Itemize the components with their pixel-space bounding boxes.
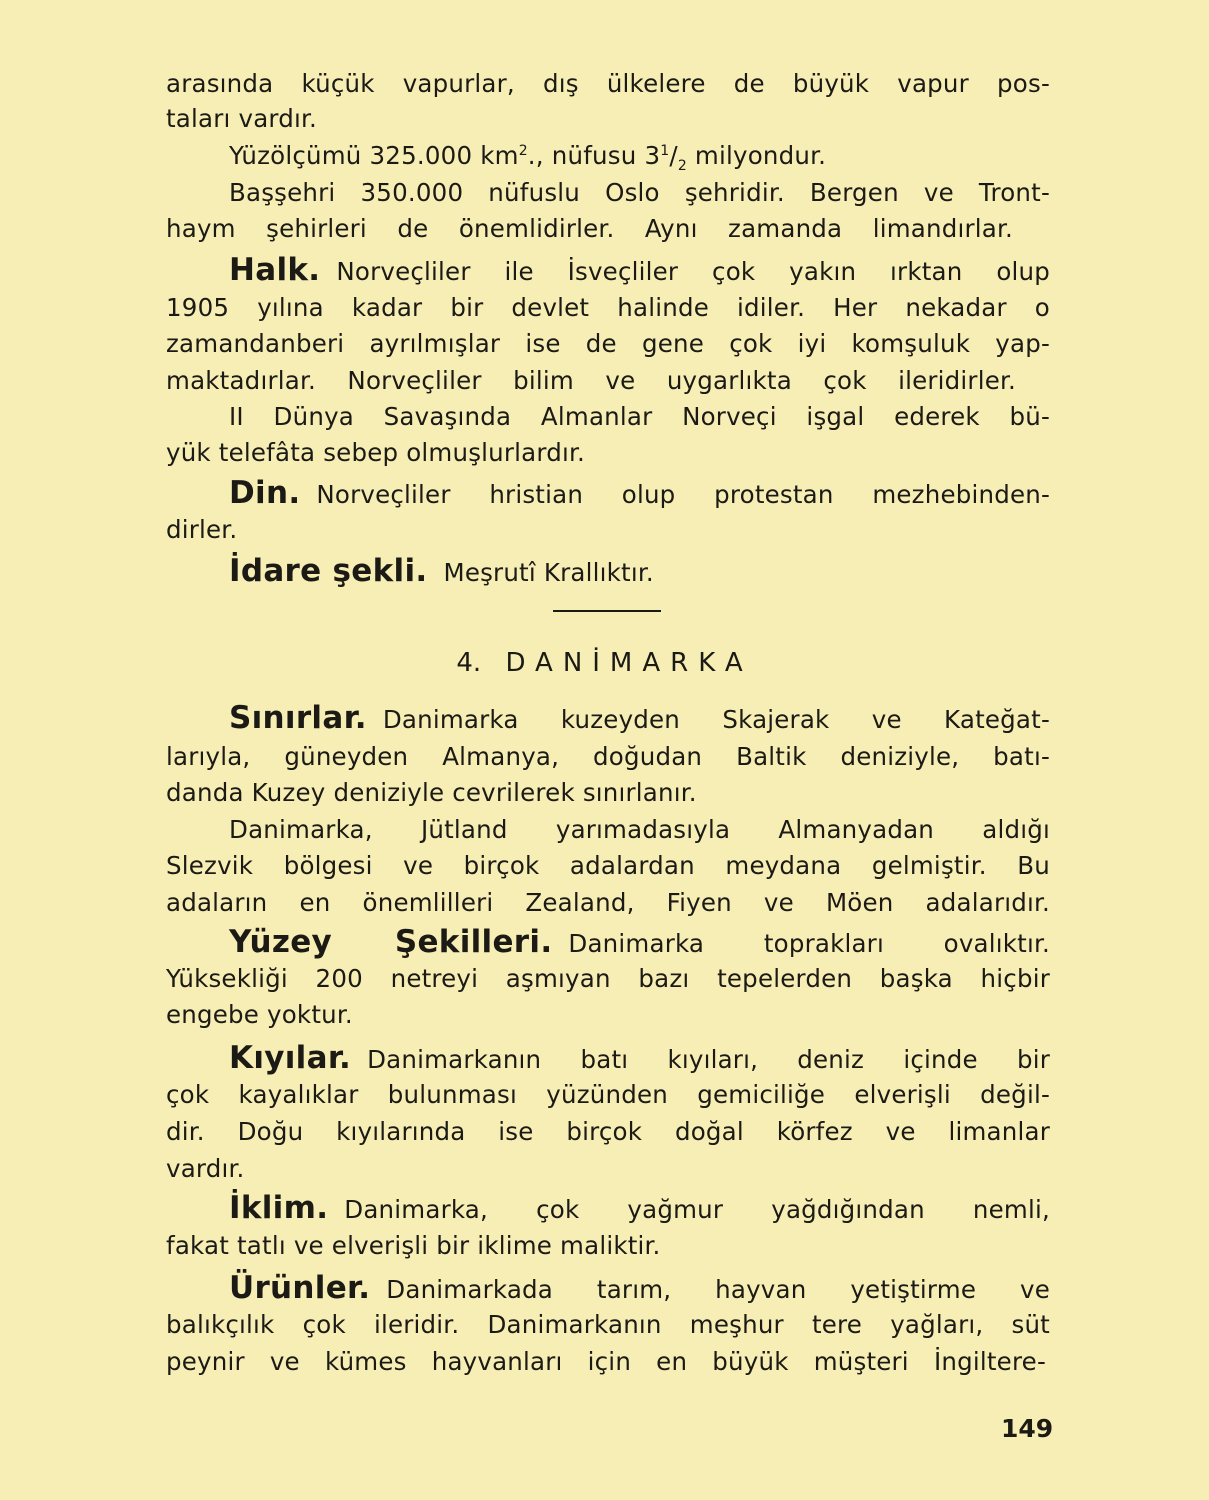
paragraph-din: Din. Norveçliler hristian olup protestan mezhebinden-: [229, 475, 1050, 511]
paragraph-sinirlar: Sınırlar. Danimarka kuzeyden Skajerak ve Kateğat-: [229, 700, 1050, 736]
text-line: II Dünya Savaşında Almanlar Norveçi işgal ederek bü-: [229, 402, 1050, 431]
heading-urunler: Ürünler.: [229, 1270, 371, 1306]
text-line: dir. Doğu kıyılarında ise birçok doğal körfez ve limanlar: [166, 1117, 1050, 1146]
heading-yuzey: Yüzey Şekilleri.: [229, 924, 553, 960]
text-line: haym şehirleri de önemlidirler. Aynı zamanda limandırlar.: [166, 214, 1013, 243]
paragraph-urunler: Ürünler. Danimarkada tarım, hayvan yetiştirme ve: [229, 1270, 1050, 1306]
text-line: fakat tatlı ve elverişli bir iklime maliktir.: [166, 1231, 661, 1260]
paragraph-iklim: İklim. Danimarka, çok yağmur yağdığından nemli,: [229, 1190, 1050, 1226]
heading-sinirlar: Sınırlar.: [229, 700, 367, 736]
text-line: engebe yoktur.: [166, 1000, 353, 1029]
heading-iklim: İklim.: [229, 1190, 329, 1226]
text-line: peynir ve kümes hayvanları için en büyük müşteri İngiltere-: [166, 1347, 1046, 1376]
page-number: 149: [1001, 1414, 1054, 1443]
heading-halk: Halk.: [229, 252, 321, 288]
section-title: 4. DANİMARKA: [456, 648, 753, 678]
text-line: dirler.: [166, 515, 238, 544]
text-line: vardır.: [166, 1154, 245, 1183]
text-line: Başşehri 350.000 nüfuslu Oslo şehridir. Bergen ve Tront-: [229, 178, 1050, 207]
text-line: larıyla, güneyden Almanya, doğudan Baltik deniziyle, batı-: [166, 742, 1050, 771]
text-line: taları vardır.: [166, 104, 318, 133]
text-line: 1905 yılına kadar bir devlet halinde idiler. Her nekadar o: [166, 293, 1050, 322]
paragraph-kiyilar: Kıyılar. Danimarkanın batı kıyıları, deniz içinde bir: [229, 1040, 1050, 1076]
text-line: Danimarka, Jütland yarımadasıyla Almanyadan aldığı: [229, 815, 1050, 844]
section-divider: [553, 610, 661, 612]
text-line: çok kayalıklar bulunması yüzünden gemiciliğe elverişli değil-: [166, 1080, 1050, 1109]
text-line: danda Kuzey deniziyle cevrilerek sınırlanır.: [166, 778, 697, 807]
text-line: Yüksekliği 200 netreyi aşmıyan bazı tepelerden başka hiçbir: [166, 964, 1050, 993]
text-line: zamandanberi ayrılmışlar ise de gene çok iyi komşuluk yap-: [166, 329, 1050, 358]
text-line: arasında küçük vapurlar, dış ülkelere de büyük vapur pos-: [166, 69, 1050, 98]
text-line: balıkçılık çok ileridir. Danimarkanın meşhur tere yağları, süt: [166, 1310, 1050, 1339]
heading-kiyilar: Kıyılar.: [229, 1040, 352, 1076]
paragraph-halk: Halk. Norveçliler ile İsveçliler çok yakın ırktan olup: [229, 252, 1050, 288]
paragraph-yuzey: Yüzey Şekilleri. Danimarka toprakları ovalıktır.: [229, 924, 1050, 960]
heading-idare: İdare şekli.: [229, 553, 428, 589]
text-line: Slezvik bölgesi ve birçok adalardan meydana gelmiştir. Bu: [166, 851, 1050, 880]
text-line: adaların en önemlilleri Zealand, Fiyen ve Möen adalarıdır.: [166, 888, 1050, 917]
text-line: Yüzölçümü 325.000 $km^2$., nüfusu $3^1/_2$ milyondur.: [229, 141, 827, 174]
text-line: maktadırlar. Norveçliler bilim ve uygarlıkta çok ileridirler.: [166, 366, 1016, 395]
text-line: yük telefâta sebep olmuşlurlardır.: [166, 438, 586, 467]
heading-din: Din.: [229, 475, 301, 511]
paragraph-idare: İdare şekli. Meşrutî Krallıktır.: [229, 553, 654, 589]
